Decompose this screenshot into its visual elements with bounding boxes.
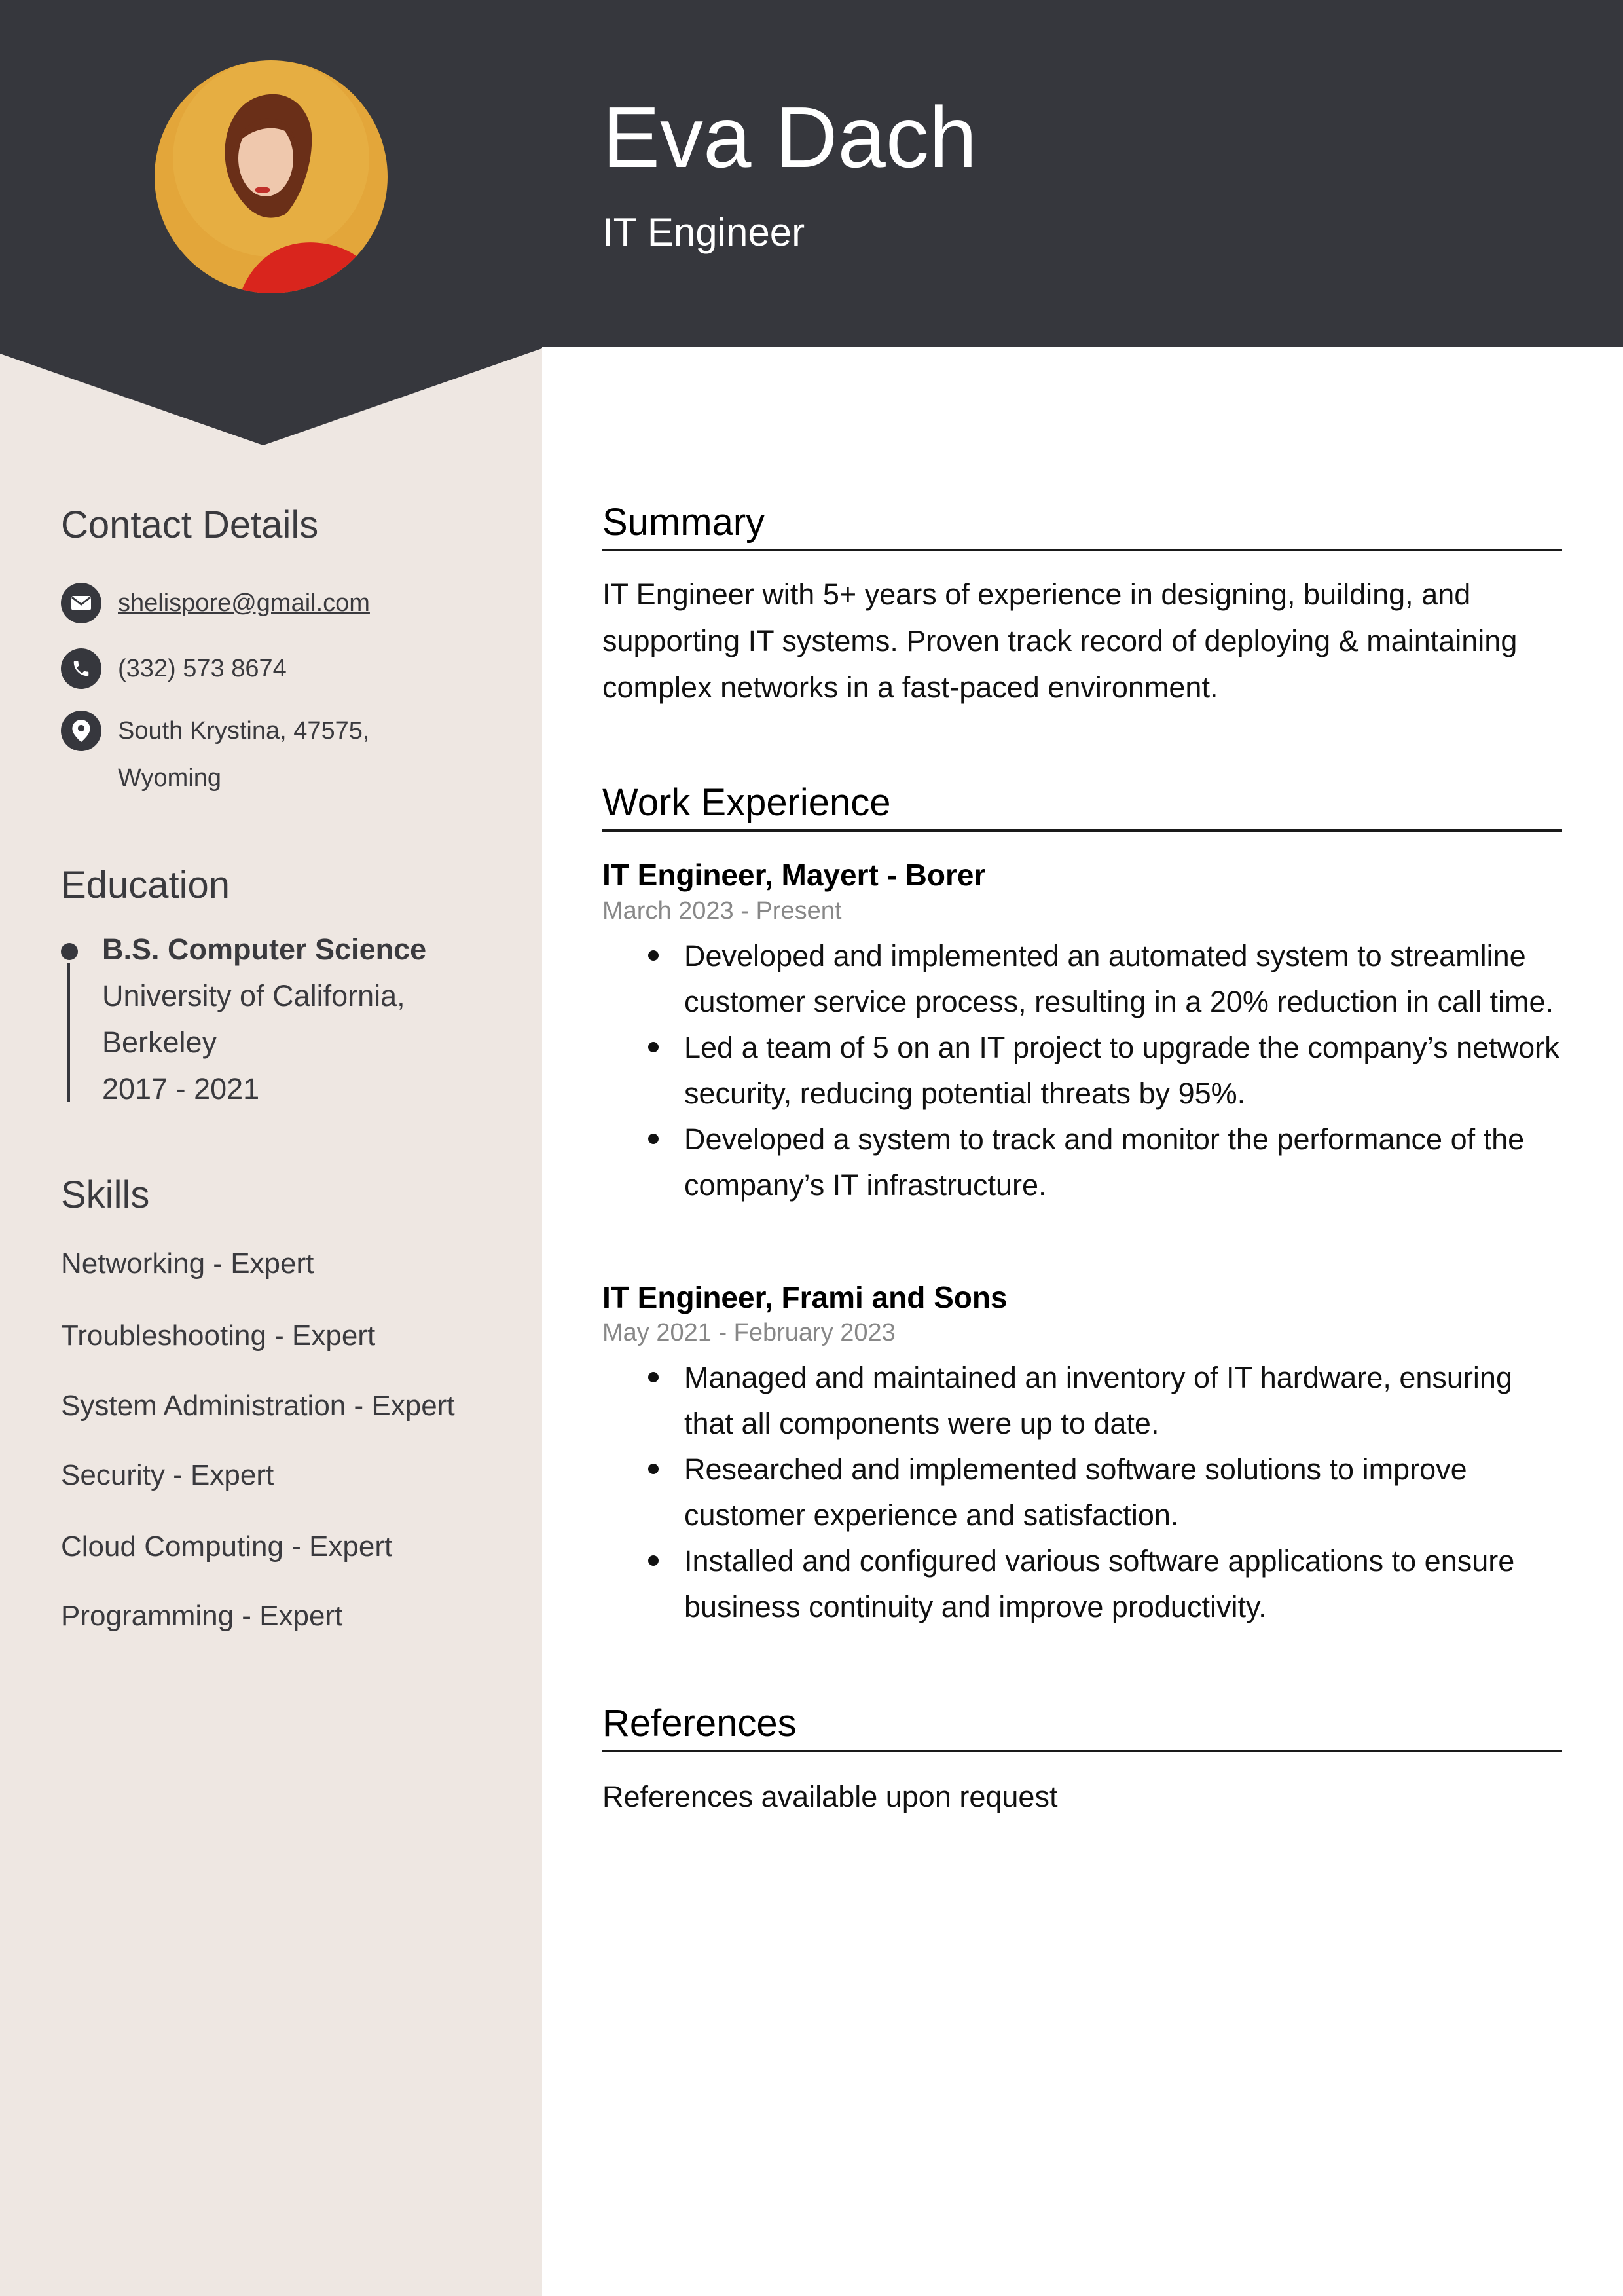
skill-item: System Administration - Expert — [61, 1390, 455, 1422]
education-timeline-line — [67, 963, 70, 1102]
candidate-title: IT Engineer — [602, 210, 805, 254]
references-text: References available upon request — [602, 1780, 1058, 1813]
address-line-2: Wyoming — [118, 764, 222, 792]
job-title: IT Engineer, Mayert - Borer — [602, 858, 986, 892]
address-line-1: South Krystina, 47575, — [118, 717, 370, 745]
contact-heading: Contact Details — [61, 504, 319, 546]
phone-number: (332) 573 8674 — [118, 655, 287, 682]
header-chevron-shape — [0, 341, 542, 449]
job-bullet: Led a team of 5 on an IT project to upgrade the company’s network security, reducing potential threats by 95%. — [602, 1025, 1562, 1117]
education-school-line-2: Berkeley — [102, 1026, 217, 1059]
contact-phone-row — [61, 648, 287, 692]
job-bullet-list — [602, 933, 1562, 1208]
education-degree: B.S. Computer Science — [102, 933, 427, 966]
summary-heading: Summary — [602, 501, 765, 544]
candidate-name: Eva Dach — [602, 89, 977, 185]
education-years: 2017 - 2021 — [102, 1072, 260, 1105]
references-divider — [602, 1750, 1562, 1752]
summary-text: IT Engineer with 5+ years of experience in designing, building, and supporting IT systems. Proven track record of deploying & maintaining complex networks in a fast-paced environment. — [602, 578, 1518, 704]
education-school-line-1: University of California, — [102, 979, 405, 1012]
skill-item: Cloud Computing - Expert — [61, 1530, 393, 1563]
profile-photo — [155, 60, 388, 293]
skill-item: Networking - Expert — [61, 1248, 314, 1280]
contact-address-row — [61, 711, 369, 802]
education-timeline-dot — [61, 943, 78, 960]
contact-email-row — [61, 583, 370, 627]
job-bullet: Researched and implemented software solutions to improve customer experience and satisfaction. — [602, 1447, 1562, 1538]
job-bullet: Developed and implemented an automated system to streamline customer service process, resulting in a 20% reduction in call time. — [602, 933, 1562, 1025]
job-dates: May 2021 - February 2023 — [602, 1319, 896, 1346]
job-bullet: Installed and configured various software applications to ensure business continuity and improve productivity. — [602, 1538, 1562, 1630]
job-dates: March 2023 - Present — [602, 897, 842, 925]
email-link[interactable]: shelispore@gmail.com — [118, 589, 370, 617]
address — [118, 707, 369, 802]
job-title: IT Engineer, Frami and Sons — [602, 1280, 1008, 1314]
skill-item: Programming - Expert — [61, 1600, 343, 1632]
skill-item: Troubleshooting - Expert — [61, 1320, 376, 1352]
job-bullet-list — [602, 1355, 1562, 1630]
envelope-icon — [61, 583, 101, 623]
job-bullet: Developed a system to track and monitor the performance of the company’s IT infrastructure. — [602, 1117, 1562, 1208]
references-heading: References — [602, 1702, 797, 1745]
skill-item: Security - Expert — [61, 1459, 274, 1491]
skills-heading: Skills — [61, 1174, 150, 1216]
job-bullet: Managed and maintained an inventory of IT hardware, ensuring that all components were up to date. — [602, 1355, 1562, 1447]
education-heading: Education — [61, 864, 230, 906]
work-experience-divider — [602, 829, 1562, 832]
work-experience-heading: Work Experience — [602, 781, 891, 824]
phone-icon — [61, 648, 101, 689]
location-pin-icon — [61, 711, 101, 751]
summary-divider — [602, 549, 1562, 551]
education-entry — [102, 926, 426, 1112]
